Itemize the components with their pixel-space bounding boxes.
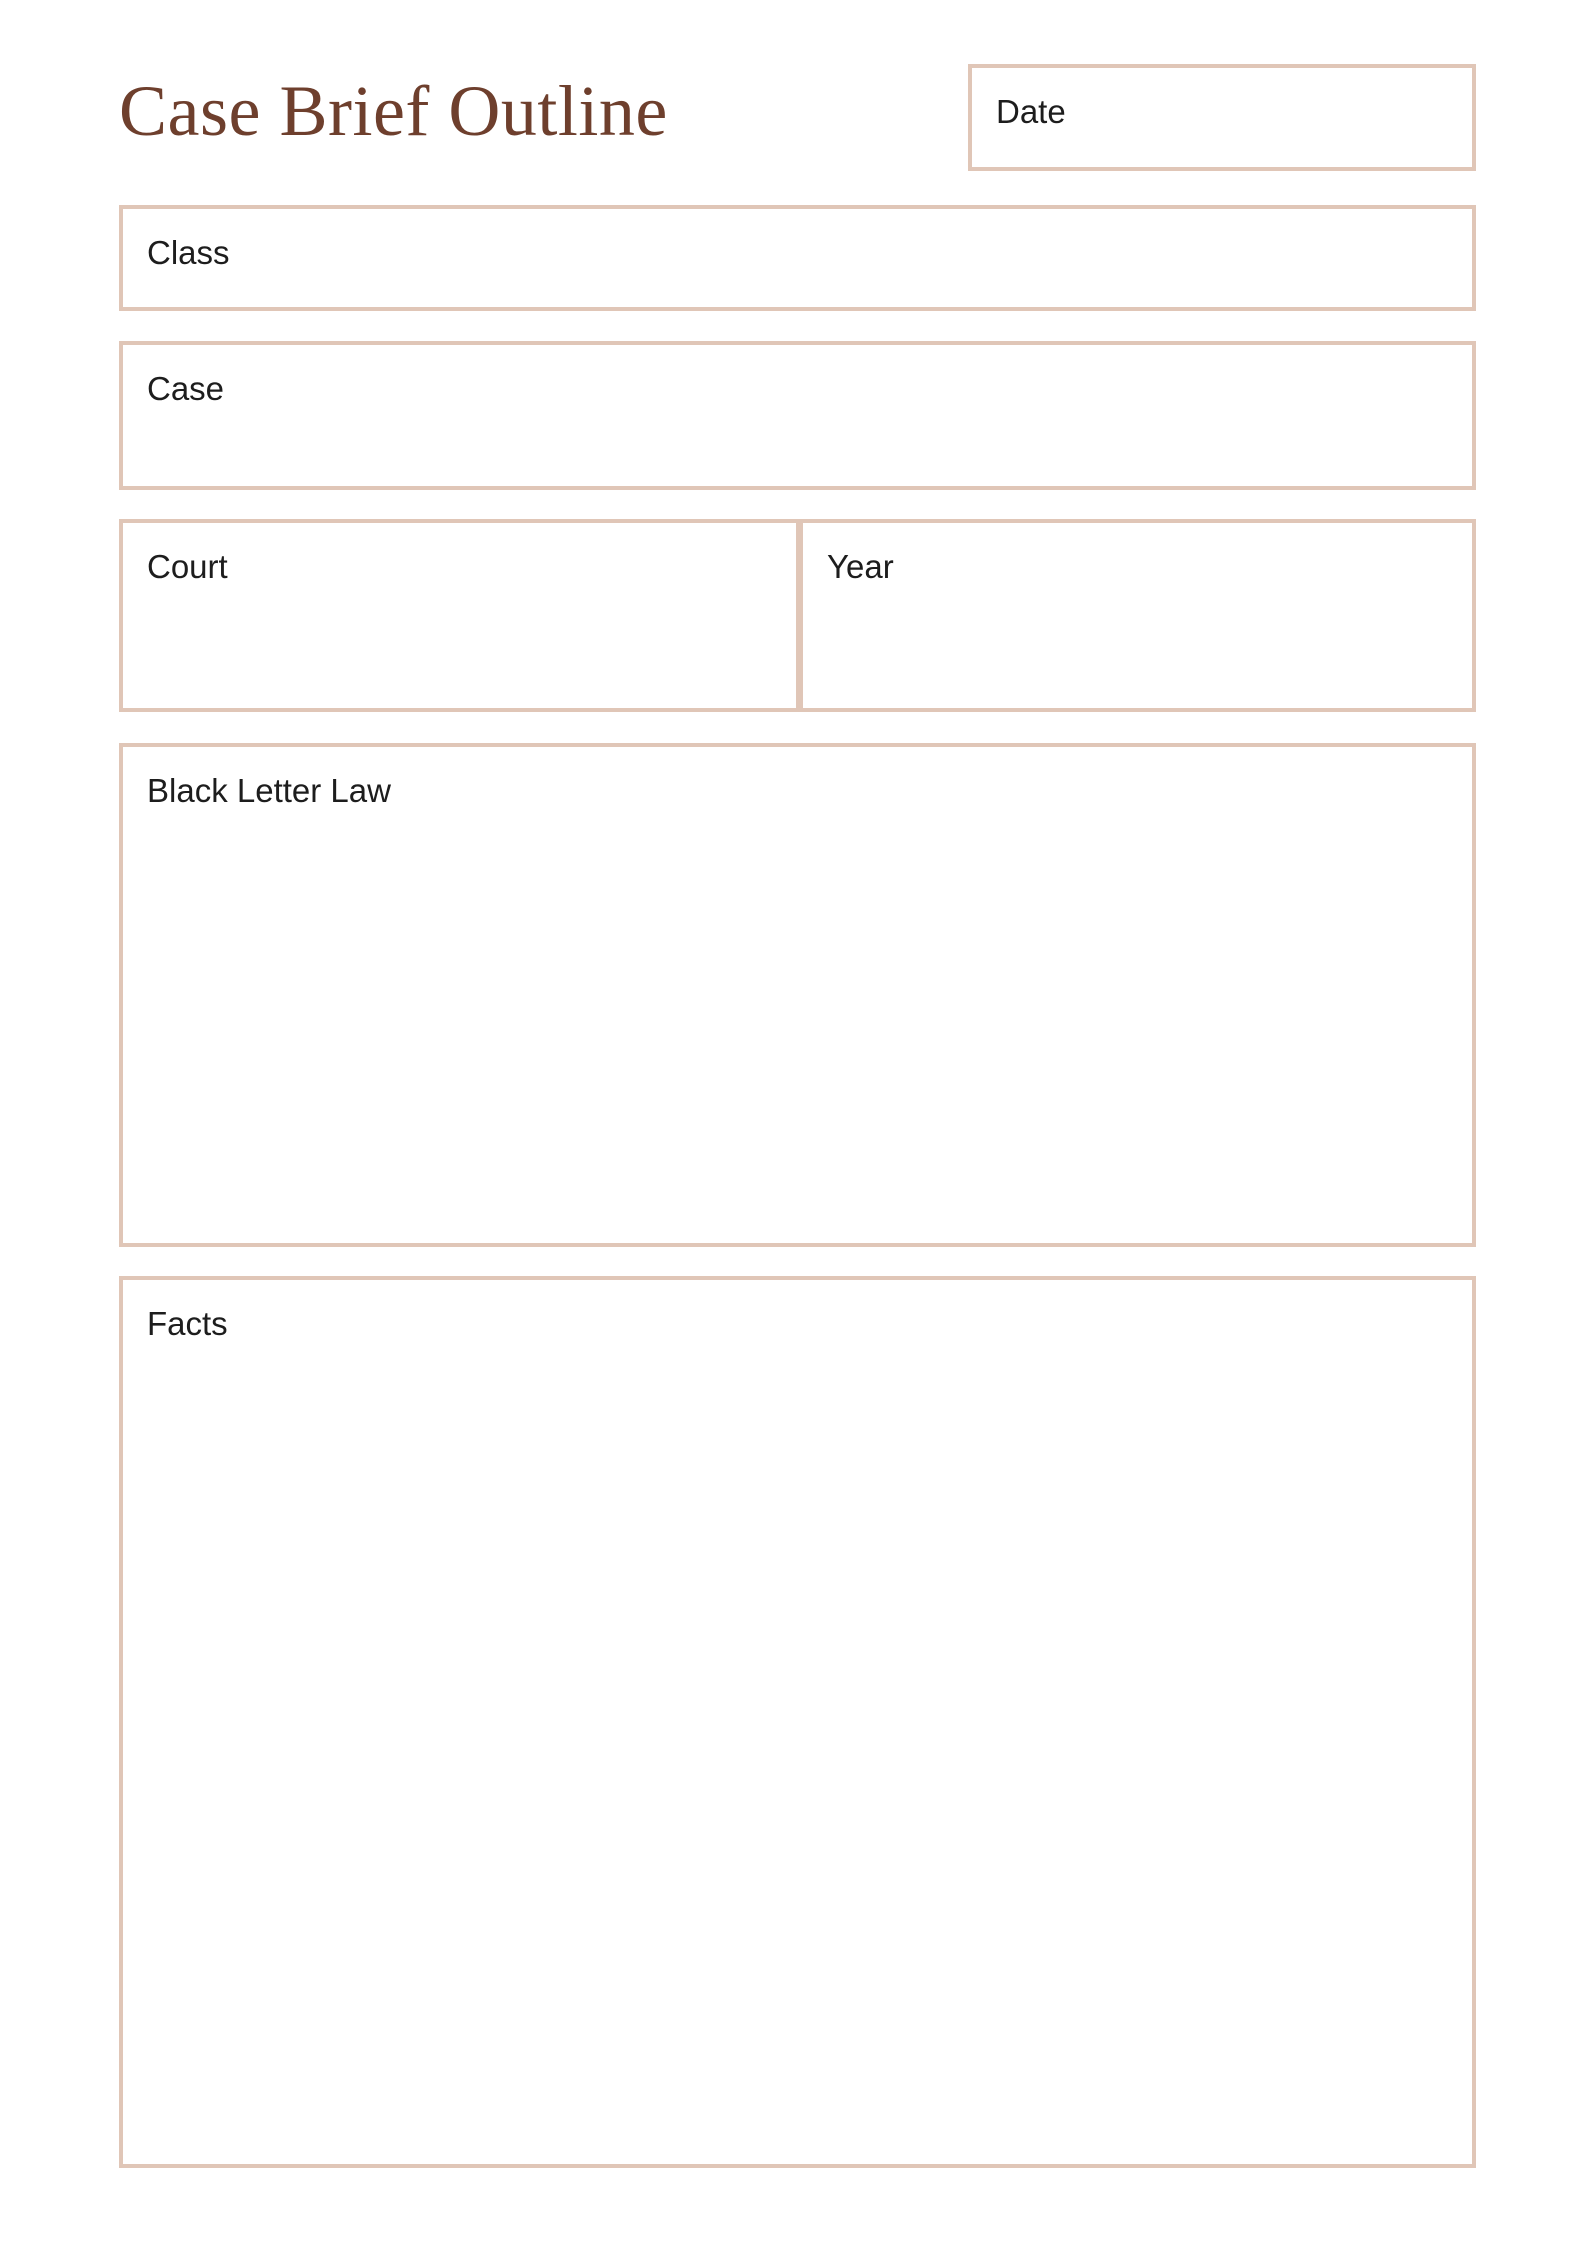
black-letter-law-label: Black Letter Law [147, 772, 391, 809]
year-field[interactable] [796, 519, 1476, 712]
court-label: Court [147, 548, 228, 585]
page-title: Case Brief Outline [119, 71, 668, 151]
date-field[interactable] [968, 64, 1476, 171]
class-label: Class [147, 234, 230, 271]
facts-field[interactable] [119, 1276, 1476, 2168]
black-letter-law-field[interactable] [119, 743, 1476, 1247]
year-label: Year [827, 548, 894, 585]
case-label: Case [147, 370, 225, 407]
court-field[interactable] [119, 519, 800, 712]
date-label: Date [996, 93, 1066, 130]
facts-label: Facts [147, 1305, 228, 1342]
class-field[interactable] [119, 205, 1476, 311]
case-field[interactable] [119, 341, 1476, 490]
